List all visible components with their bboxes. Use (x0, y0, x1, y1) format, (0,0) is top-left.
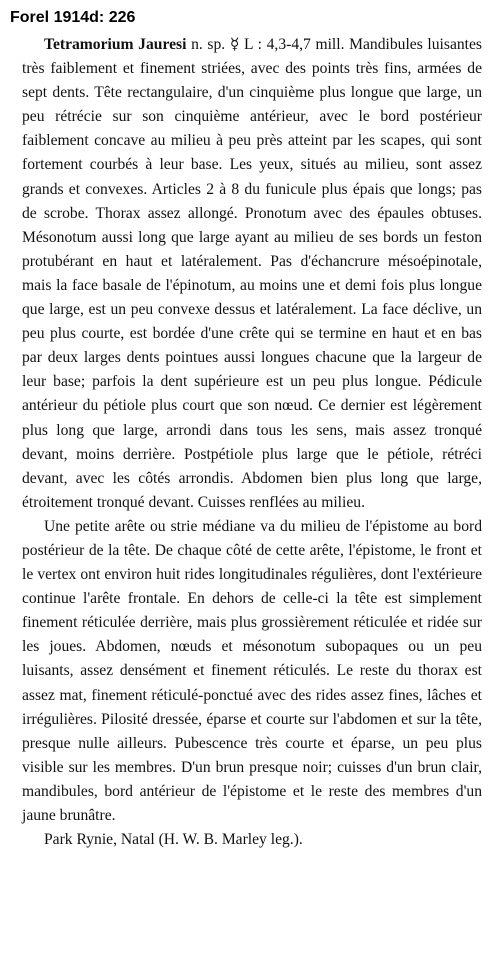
description-paragraph-2: Une petite arête ou strie médiane va du milieu de l'épistome au bord postérieur de la tête. De chaque côté de cette arête, l'épistome, le front et le vertex ont environ huit rides longitudinales régulières, dont l'extérieure continue l'arête frontale. En dehors de celle-ci la tête est simplement finement réticulée derrière, mais plus grossièrement réticulée et ridée sur les joues. Abdomen, nœuds et mésonotum subopaques ou un peu luisants, assez densément et finement réticulés. Le reste du thorax est assez mat, finement réticulé-ponctué avec des rides assez fines, lâches et irrégulières. Pilosité dressée, éparse et courte sur l'abdomen et sur la tête, presque nulle ailleurs. Pubescence très courte et éparse, un peu plus visible sur les membres. D'un brun presque noir; cuisses d'un brun clair, mandibules, bord antérieur de l'épistome et le reste des membres d'un jaune brunâtre. (22, 517, 482, 824)
species-name: Jauresi (138, 36, 187, 53)
citation-header: Forel 1914d: 226 (10, 9, 136, 26)
locality-line: Park Rynie, Natal (H. W. B. Marley leg.). (44, 831, 303, 849)
description-paragraph-1 (22, 33, 482, 515)
paragraph-1-text: n. sp. ☿ L : 4,3-4,7 mill. Mandibules luisantes très faiblement et finement striées, avec des points très fins, armées de sept dents. Tête rectangulaire, d'un cinquième plus longue que large, un peu rétrécie sur son cinquième antérieur, avec le bord postérieur faiblement concave au milieu à peu près atteint par les scapes, qui sont fortement courbés à leur base. Les yeux, situés au milieu, sont assez grands et convexes. Articles 2 à 8 du funicule plus épais que longs; pas de scrobe. Thorax assez allongé. Pronotum avec des épaules obtuses. Mésonotum aussi long que large ayant au milieu de ses bords un feston protubérant en haut et latéralement. Pas d'échancrure mésoépinotale, mais la face basale de l'épinotum, au moins une et demi fois plus longue que large, est un peu convexe dessus et latéralement. La face déclive, un peu plus courte, est bordée d'une crête qui se termine en haut et en bas par deux larges dents pointues aussi longues chacune que la largeur de leur base; parfois la dent supérieure est un peu plus longue. Pédicule antérieur du pétiole plus court que son nœud. Ce dernier est légèrement plus long que large, arrondi dans tous les sens, mais assez tronqué devant, moins derrière. Postpétiole plus large que le pétiole, rétréci devant, avec les côtés arrondis. Abdomen bien plus long que large, étroitement tronqué devant. Cuisses renflées au milieu. (22, 36, 482, 511)
species-description (22, 33, 482, 852)
genus-name: Tetramorium (44, 36, 134, 53)
